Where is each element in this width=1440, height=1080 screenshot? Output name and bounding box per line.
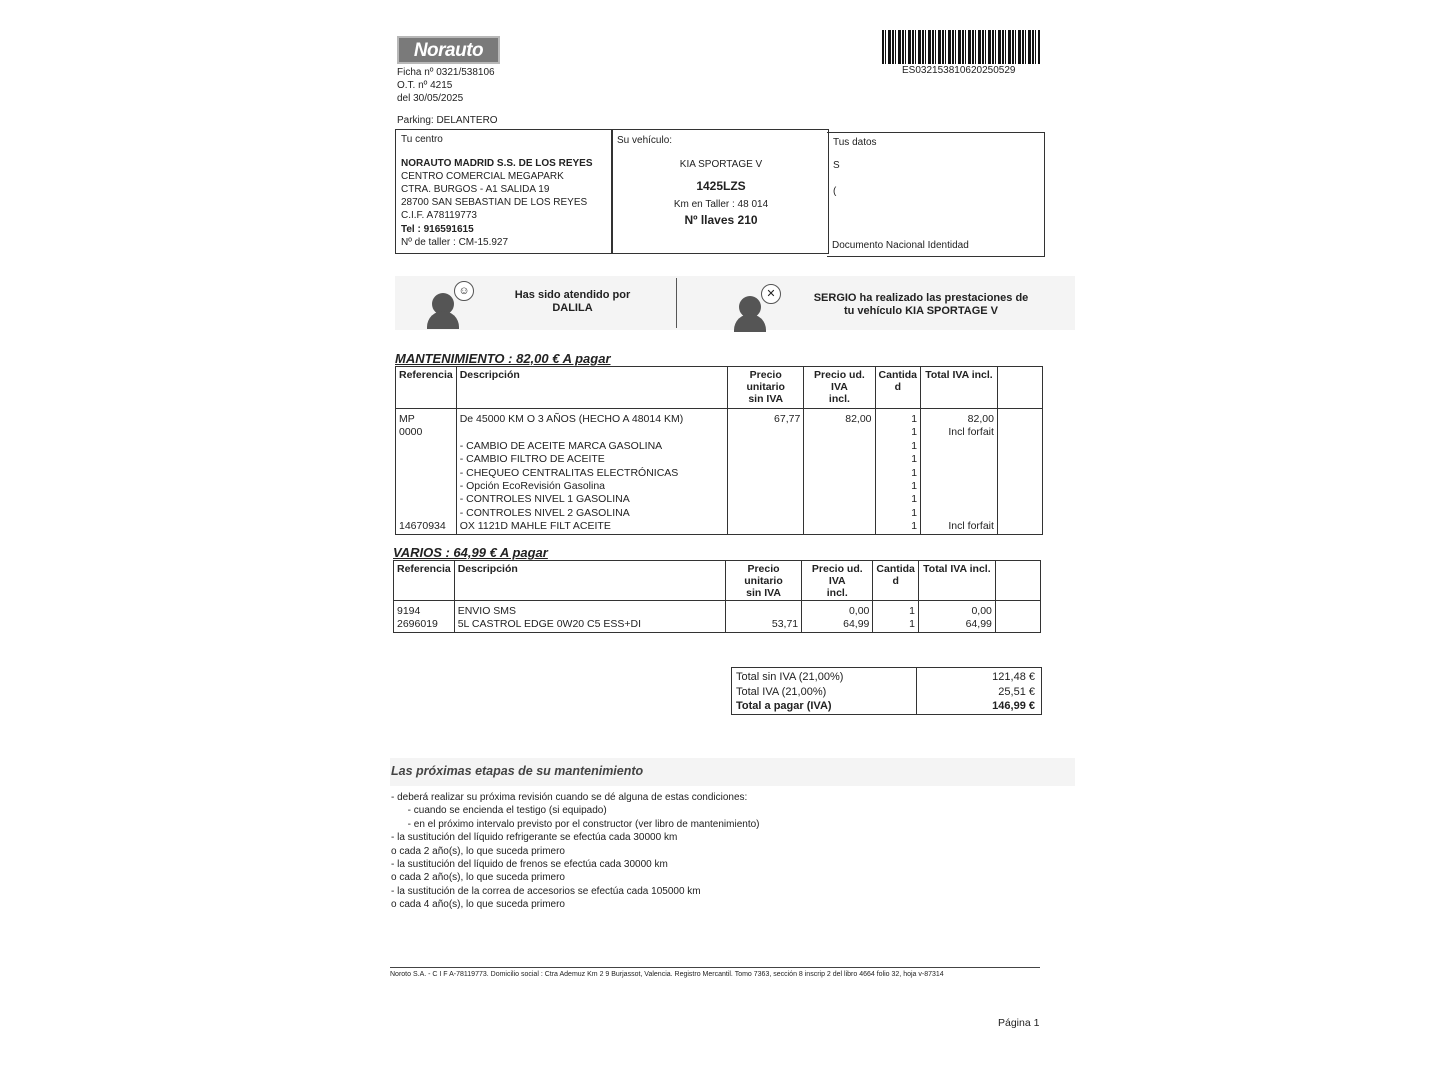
cell-cantidad: 1: [875, 426, 921, 439]
attended-by-text: [490, 289, 655, 315]
total-iva-value: 25,51 €: [998, 685, 1035, 698]
cell-descripcion: [456, 426, 727, 439]
cell-precio-iva: [804, 453, 875, 466]
cell-descripcion: - CONTROLES NIVEL 2 GASOLINA: [456, 507, 727, 520]
cell-precio-unitario: 67,77: [728, 409, 804, 427]
col-total: Total IVA incl.: [918, 561, 995, 601]
datos-line: (: [833, 186, 837, 197]
vehiculo-title: Su vehículo:: [617, 135, 673, 146]
varios-title: VARIOS : 64,99 € A pagar: [393, 545, 548, 560]
cell-precio-unitario: [728, 440, 804, 453]
next-step-line: - deberá realizar su próxima revisión cuando se dé alguna de estas condiciones:: [391, 792, 748, 803]
cell-empty: [997, 467, 1042, 480]
cell-empty: [995, 601, 1040, 619]
table-row: [396, 493, 1043, 506]
vehiculo-llaves: Nº llaves 210: [684, 213, 758, 227]
cell-cantidad: 1: [875, 480, 921, 493]
varios-table: [393, 560, 1041, 633]
cell-precio-iva: [804, 480, 875, 493]
centro-line: 28700 SAN SEBASTIAN DE LOS REYES: [401, 197, 588, 208]
cell-precio-iva: [804, 507, 875, 520]
cell-referencia: 9194: [394, 601, 455, 619]
cell-empty: [997, 480, 1042, 493]
table-header-row: [394, 561, 1041, 601]
col-precio-iva: Precio ud. IVA incl.: [802, 561, 873, 601]
cell-empty: [997, 453, 1042, 466]
cell-precio-iva: [804, 467, 875, 480]
mechanic-line2: tu vehículo KIA SPORTAGE V: [843, 305, 999, 317]
col-precio-unitario: Precio unitario sin IVA: [728, 367, 804, 409]
cell-descripcion: - CONTROLES NIVEL 1 GASOLINA: [456, 493, 727, 506]
total-pagar-value: 146,99 €: [992, 700, 1035, 712]
table-row: [396, 440, 1043, 453]
cell-empty: [997, 493, 1042, 506]
cell-cantidad: 1: [875, 493, 921, 506]
cell-referencia: MP: [396, 409, 457, 427]
cell-cantidad: 1: [875, 453, 921, 466]
barcode-text: ES032153810620250529: [902, 65, 1016, 76]
next-steps-title: Las próximas etapas de su mantenimiento: [391, 764, 644, 778]
cell-total: 82,00: [921, 409, 998, 427]
cell-total: 0,00: [918, 601, 995, 619]
vehiculo-km: Km en Taller : 48 014: [673, 199, 769, 210]
col-cantidad: Cantida d: [875, 367, 921, 409]
cell-referencia: [396, 480, 457, 493]
next-step-line: - la sustitución del líquido refrigerante se efectúa cada 30000 km: [391, 832, 678, 844]
cell-total: [921, 440, 998, 453]
table-row: [396, 409, 1043, 427]
table-row: [396, 480, 1043, 493]
cell-precio-iva: [804, 440, 875, 453]
cell-total: [921, 507, 998, 520]
cell-precio-iva: 82,00: [804, 409, 875, 427]
mechanic-text: [790, 292, 1052, 318]
table-row: [396, 507, 1043, 520]
table-row: [396, 520, 1043, 534]
centro-line: C.I.F. A78119773: [401, 210, 477, 221]
next-step-line: - la sustitución de la correa de accesorios se efectúa cada 105000 km: [391, 885, 701, 897]
mantenimiento-title: MANTENIMIENTO : 82,00 € A pagar: [395, 351, 611, 366]
cell-cantidad: 1: [875, 467, 921, 480]
attention-divider: [676, 278, 677, 328]
ot-number: O.T. nº 4215: [397, 80, 453, 91]
cell-empty: [997, 409, 1042, 427]
cell-precio-unitario: [728, 426, 804, 439]
total-sin-iva-value: 121,48 €: [992, 671, 1035, 683]
centro-taller: Nº de taller : CM-15.927: [401, 237, 509, 248]
person-tools-icon: ✕: [734, 284, 784, 334]
cell-referencia: [396, 440, 457, 453]
barcode: [882, 30, 1040, 64]
vehiculo-box: [611, 129, 829, 254]
table-header-row: [396, 367, 1043, 409]
cell-precio-unitario: 53,71: [725, 618, 801, 632]
cell-cantidad: 1: [875, 507, 921, 520]
cell-empty: [997, 507, 1042, 520]
datos-title: Tus datos: [833, 137, 877, 148]
centro-box: [395, 129, 613, 254]
mantenimiento-table: [395, 366, 1043, 535]
next-step-line: o cada 2 año(s), lo que suceda primero: [391, 872, 565, 884]
cell-cantidad: 1: [875, 409, 921, 427]
centro-line: CENTRO COMERCIAL MEGAPARK: [401, 171, 564, 182]
cell-precio-unitario: [728, 480, 804, 493]
footer-legal: Noroto S.A. - C I F A-78119773. Domicilio social : Ctra Ademuz Km 2 9 Burjassot, Valencia. Registro Mercantil. Tomo 7363, sección 8 inscrip 2 del libro 4664 folio 32, hoja v-87314: [390, 971, 944, 978]
table-row: [394, 601, 1041, 619]
cell-cantidad: 1: [875, 440, 921, 453]
cell-empty: [997, 440, 1042, 453]
cell-total: [921, 480, 998, 493]
table-row: [396, 426, 1043, 439]
cell-precio-iva: 0,00: [802, 601, 873, 619]
next-step-line: - en el próximo intervalo previsto por el constructor (ver libro de mantenimiento): [391, 818, 760, 830]
cell-descripcion: De 45000 KM O 3 AÑOS (HECHO A 48014 KM): [456, 409, 727, 427]
col-descripcion: Descripción: [454, 561, 725, 601]
cell-descripcion: ENVIO SMS: [454, 601, 725, 619]
cell-precio-unitario: [728, 453, 804, 466]
datos-line: S: [833, 160, 840, 171]
next-steps-list: [391, 791, 760, 912]
cell-referencia: [396, 467, 457, 480]
table-row: [396, 453, 1043, 466]
cell-precio-unitario: [728, 493, 804, 506]
cell-total: 64,99: [918, 618, 995, 632]
cell-total: [921, 493, 998, 506]
cell-cantidad: 1: [875, 520, 921, 534]
next-step-line: - cuando se encienda el testigo (si equipado): [391, 805, 607, 817]
ficha-number: Ficha nº 0321/538106: [397, 67, 495, 78]
datos-dni: Documento Nacional Identidad: [832, 240, 969, 251]
cell-descripcion: - CAMBIO DE ACEITE MARCA GASOLINA: [456, 440, 727, 453]
cell-descripcion: 5L CASTROL EDGE 0W20 C5 ESS+DI: [454, 618, 725, 632]
document-date: del 30/05/2025: [397, 93, 464, 104]
cell-descripcion: - Opción EcoRevisión Gasolina: [456, 480, 727, 493]
centro-tel: Tel : 916591615: [401, 224, 474, 235]
cell-referencia: [396, 493, 457, 506]
col-total: Total IVA incl.: [921, 367, 998, 409]
col-descripcion: Descripción: [456, 367, 727, 409]
cell-empty: [997, 426, 1042, 439]
cell-total: [921, 467, 998, 480]
cell-descripcion: - CAMBIO FILTRO DE ACEITE: [456, 453, 727, 466]
cell-precio-unitario: [728, 520, 804, 534]
cell-precio-unitario: [725, 601, 801, 619]
cell-empty: [995, 618, 1040, 632]
next-step-line: o cada 4 año(s), lo que suceda primero: [391, 899, 565, 911]
vehiculo-model: KIA SPORTAGE V: [679, 159, 763, 170]
cell-total: Incl forfait: [921, 520, 998, 534]
col-referencia: Referencia: [394, 561, 455, 601]
cell-precio-iva: [804, 520, 875, 534]
cell-referencia: [396, 453, 457, 466]
col-empty: [997, 367, 1042, 409]
totals-box: [731, 667, 1042, 715]
cell-referencia: [396, 507, 457, 520]
cell-total: [921, 453, 998, 466]
col-precio-iva: Precio ud. IVA incl.: [804, 367, 875, 409]
cell-empty: [997, 520, 1042, 534]
attended-by-line2: DALILA: [552, 302, 593, 314]
cell-precio-unitario: [728, 507, 804, 520]
col-empty: [995, 561, 1040, 601]
cell-precio-unitario: [728, 467, 804, 480]
col-precio-unitario: Precio unitario sin IVA: [725, 561, 801, 601]
centro-title: Tu centro: [401, 134, 443, 145]
cell-cantidad: 1: [873, 618, 919, 632]
col-cantidad: Cantida d: [873, 561, 919, 601]
cell-referencia: 14670934: [396, 520, 457, 534]
cell-referencia: 0000: [396, 426, 457, 439]
cell-total: Incl forfait: [921, 426, 998, 439]
cell-referencia: 2696019: [394, 618, 455, 632]
col-referencia: Referencia: [396, 367, 457, 409]
total-iva-label: Total IVA (21,00%): [736, 685, 827, 698]
cell-precio-iva: [804, 493, 875, 506]
cell-cantidad: 1: [873, 601, 919, 619]
total-sin-iva-label: Total sin IVA (21,00%): [736, 671, 844, 683]
person-smiley-icon: ☺: [427, 281, 477, 331]
mechanic-line1: SERGIO ha realizado las prestaciones de: [813, 292, 1029, 304]
cell-descripcion: OX 1121D MAHLE FILT ACEITE: [456, 520, 727, 534]
parking-label: Parking: DELANTERO: [397, 115, 498, 126]
footer-divider: [390, 967, 1040, 968]
centro-line: CTRA. BURGOS - A1 SALIDA 19: [401, 184, 550, 195]
datos-box: [827, 132, 1045, 257]
page-number: Página 1: [998, 1017, 1040, 1029]
norauto-logo: Norauto: [397, 36, 500, 64]
attended-by-line1: Has sido atendido por: [514, 289, 631, 301]
next-step-line: o cada 2 año(s), lo que suceda primero: [391, 845, 565, 857]
centro-name: NORAUTO MADRID S.S. DE LOS REYES: [401, 158, 593, 169]
cell-descripcion: - CHEQUEO CENTRALITAS ELECTRÓNICAS: [456, 467, 727, 480]
next-step-line: - la sustitución del líquido de frenos se efectúa cada 30000 km: [391, 859, 668, 871]
cell-precio-iva: [804, 426, 875, 439]
cell-precio-iva: 64,99: [802, 618, 873, 632]
table-row: [396, 467, 1043, 480]
vehiculo-plate: 1425LZS: [696, 179, 746, 193]
table-row: [394, 618, 1041, 632]
total-pagar-label: Total a pagar (IVA): [736, 700, 832, 712]
